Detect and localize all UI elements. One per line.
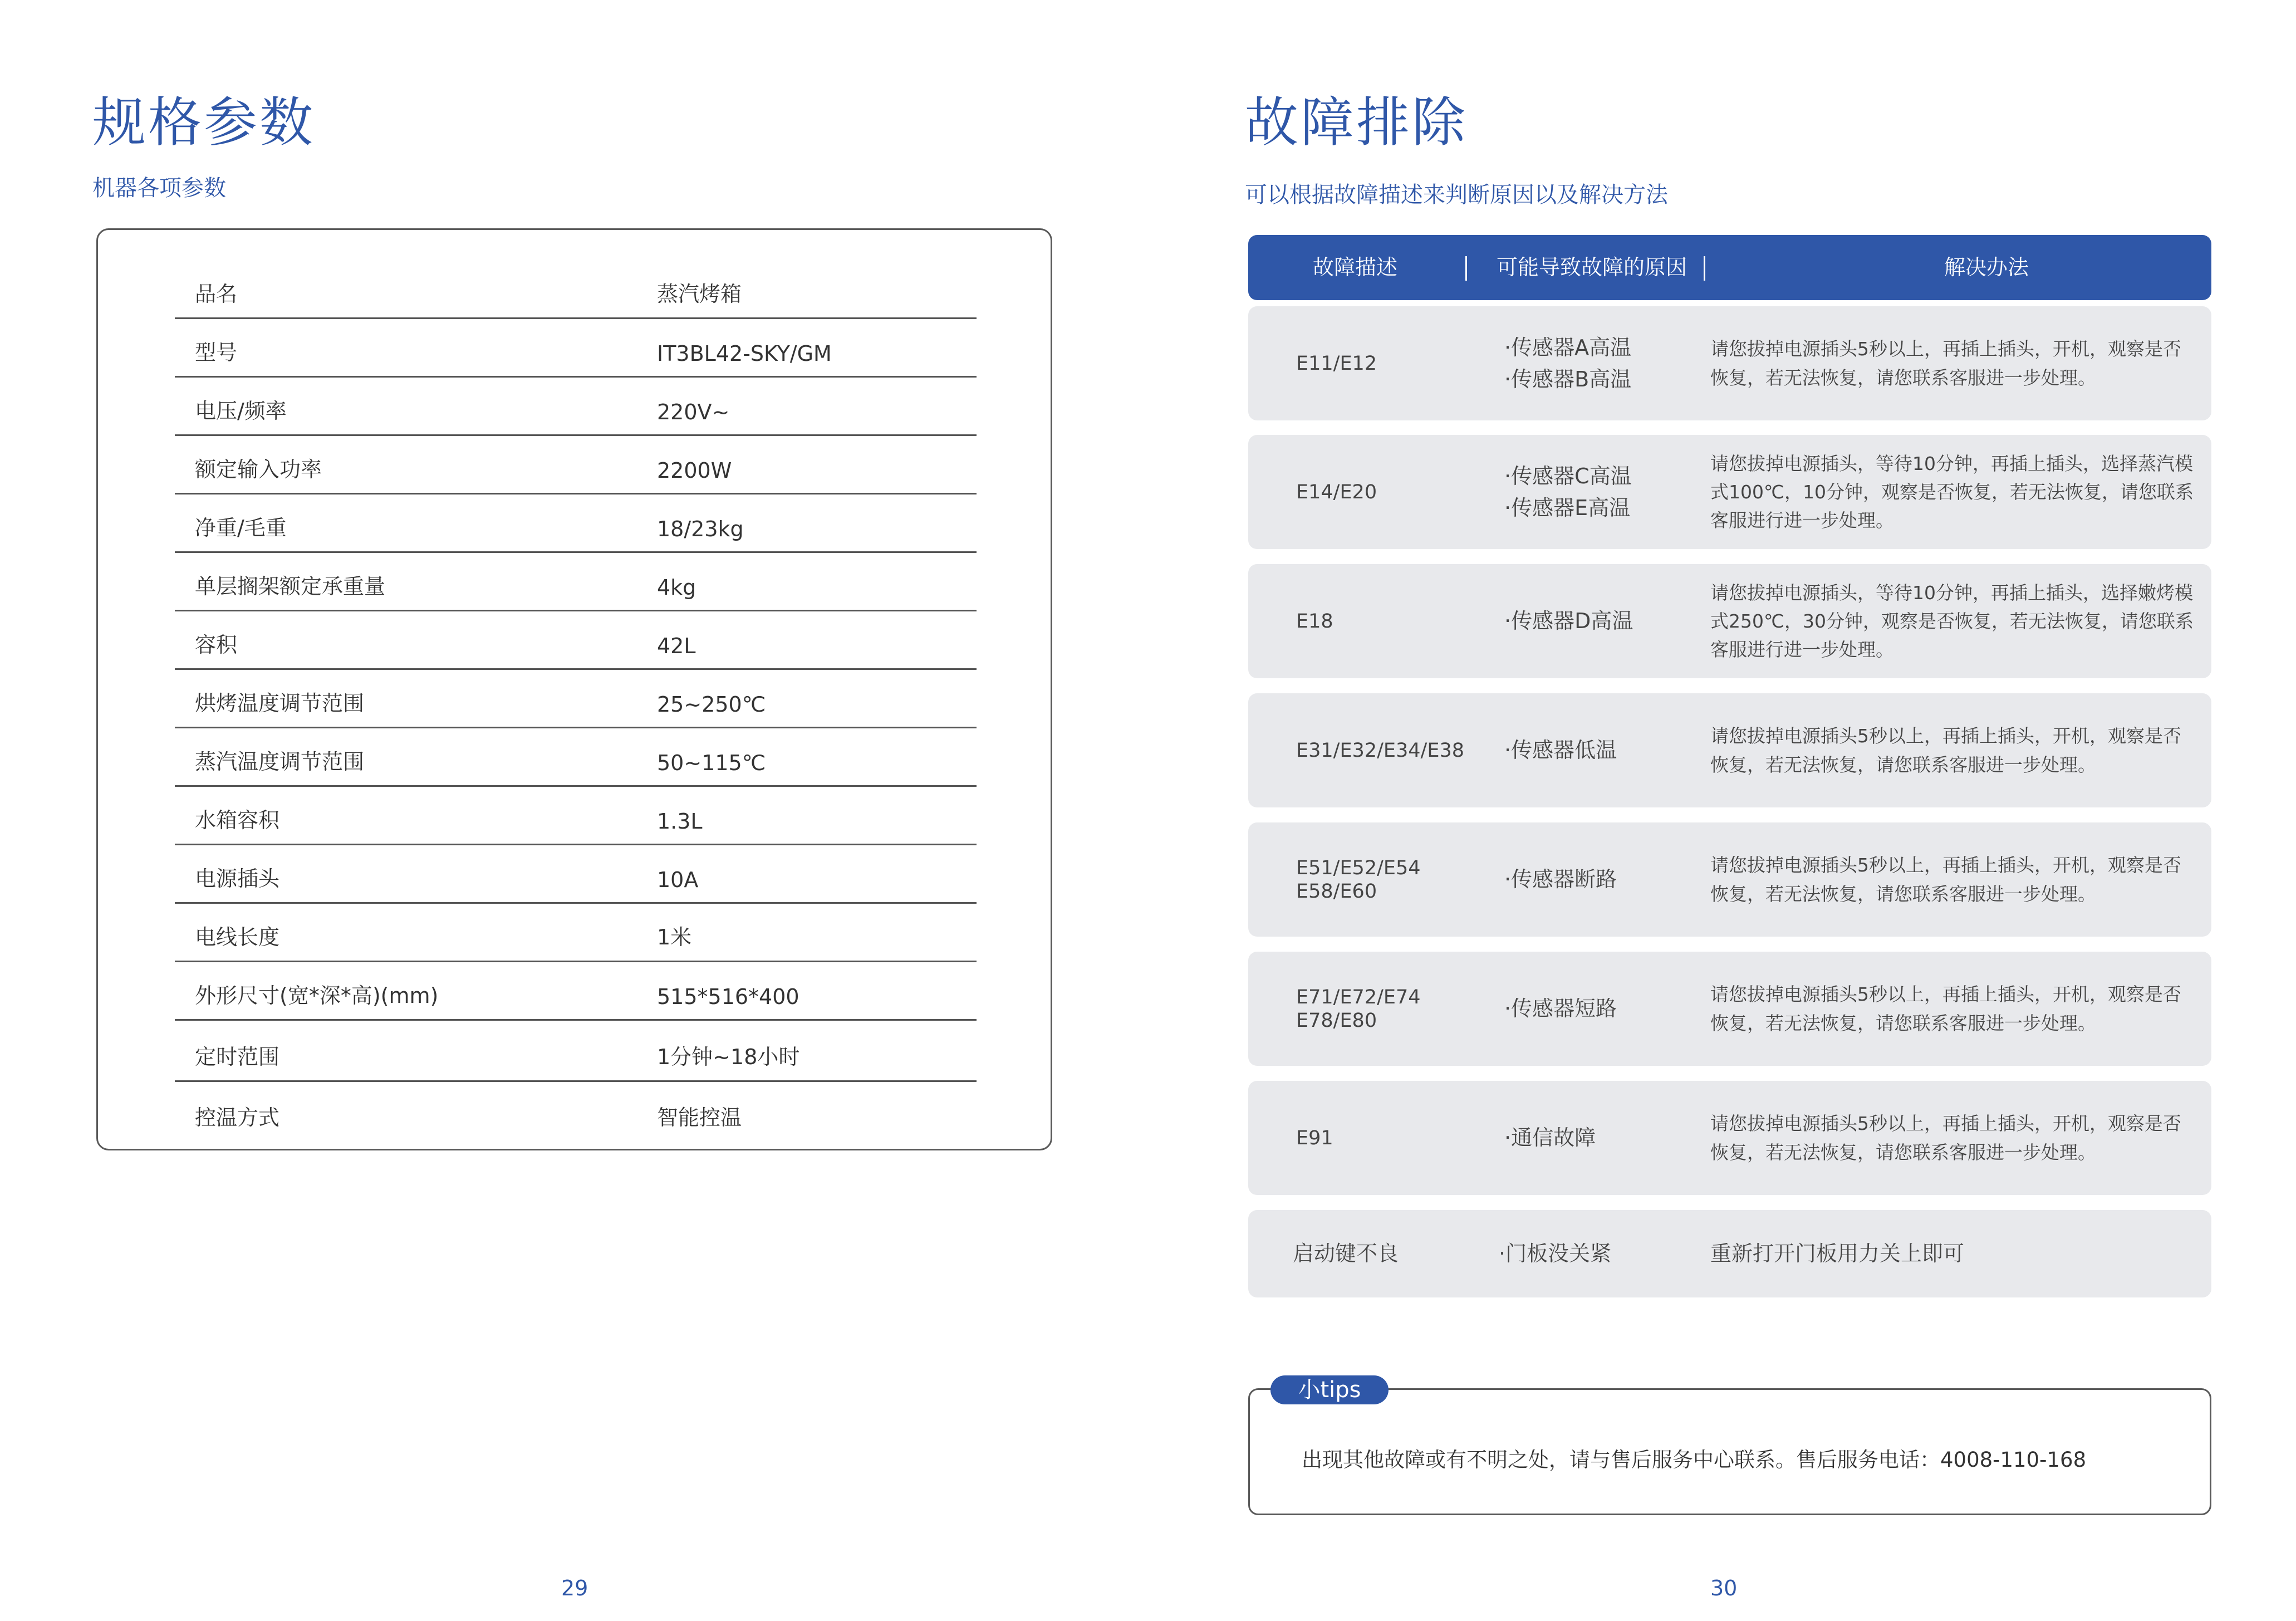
spec-key: 蒸汽温度调节范围 — [195, 750, 365, 774]
spec-row — [175, 904, 977, 962]
cause-line: ·传感器D高温 — [1504, 609, 1633, 633]
cause-line: ·传感器C高温 — [1504, 463, 1632, 488]
page-number: 30 — [1710, 1576, 1738, 1600]
cause-line: ·门板没关紧 — [1499, 1241, 1612, 1266]
cause-line: ·传感器B高温 — [1504, 366, 1632, 391]
cause-line: ·传感器断路 — [1504, 867, 1617, 892]
spec-value: 1.3L — [657, 809, 703, 834]
spec-key: 额定输入功率 — [195, 457, 322, 482]
header-code: 故障描述 — [1313, 255, 1398, 280]
fault-cause — [1504, 564, 1705, 678]
fault-code: E71/E72/E74 E78/E80 — [1296, 986, 1421, 1032]
fault-solution: 请您拔掉电源插头，等待10分钟，再插上插头，选择蒸汽模式100℃，10分钟，观察是否恢复，若无法恢复，请您联系客服进行进一步处理。 — [1710, 452, 2194, 532]
spec-value: 1米 — [657, 925, 692, 949]
spec-key: 型号 — [195, 340, 238, 365]
fault-row — [1248, 306, 2211, 420]
spec-row — [175, 670, 977, 728]
spec-key: 净重/毛重 — [195, 516, 287, 540]
spec-value: 4kg — [657, 575, 696, 600]
header-cause: 可能导致故障的原因 — [1497, 255, 1687, 280]
fault-solution: 请您拔掉电源插头5秒以上，再插上插头，开机，观察是否恢复，若无法恢复，请您联系客服进一步处理。 — [1710, 854, 2181, 905]
header-divider — [1704, 256, 1705, 281]
spec-row — [175, 378, 977, 436]
fault-solution: 请您拔掉电源插头5秒以上，再插上插头，开机，观察是否恢复，若无法恢复，请您联系客服进一步处理。 — [1710, 983, 2181, 1034]
spec-row — [175, 436, 977, 494]
spec-key: 电线长度 — [195, 925, 280, 949]
fault-solution: 请您拔掉电源插头5秒以上，再插上插头，开机，观察是否恢复，若无法恢复，请您联系客服进一步处理。 — [1710, 338, 2181, 389]
fault-code: E18 — [1296, 610, 1333, 633]
spec-row — [175, 319, 977, 378]
fault-cause — [1504, 1081, 1705, 1195]
spec-value: IT3BL42-SKY/GM — [657, 341, 832, 366]
page-title: 规格参数 — [92, 91, 315, 154]
page-number: 29 — [561, 1576, 588, 1600]
tips-text: 出现其他故障或有不明之处，请与售后服务中心联系。售后服务电话：4008-110-168 — [1302, 1448, 2087, 1472]
fault-cause — [1499, 1210, 1699, 1297]
fault-cause — [1504, 822, 1705, 937]
spec-value: 220V~ — [657, 400, 730, 424]
fault-code: E14/E20 — [1296, 481, 1377, 503]
spec-key: 电压/频率 — [195, 399, 287, 423]
spec-row — [175, 553, 977, 611]
page-subtitle: 机器各项参数 — [92, 175, 226, 201]
troubleshooting-page — [1148, 0, 2296, 1621]
cause-line: ·传感器E高温 — [1504, 495, 1631, 520]
spec-value: 18/23kg — [657, 517, 744, 541]
spec-key: 定时范围 — [195, 1045, 280, 1069]
cause-line: ·传感器短路 — [1504, 996, 1617, 1021]
fault-cause — [1504, 435, 1705, 549]
cause-line: ·通信故障 — [1504, 1125, 1596, 1150]
spec-row — [175, 962, 977, 1021]
spec-value: 10A — [657, 868, 699, 892]
spec-value: 1分钟~18小时 — [657, 1045, 800, 1069]
spec-key: 控温方式 — [195, 1105, 280, 1130]
page-title: 故障排除 — [1245, 91, 1468, 154]
fault-solution: 请您拔掉电源插头5秒以上，再插上插头，开机，观察是否恢复，若无法恢复，请您联系客服进一步处理。 — [1710, 725, 2181, 776]
page-subtitle: 可以根据故障描述来判断原因以及解决方法 — [1245, 182, 1668, 208]
tips-badge: 小tips — [1270, 1375, 1389, 1404]
spec-value: 2200W — [657, 458, 732, 483]
spec-row — [175, 728, 977, 787]
fault-row — [1248, 564, 2211, 678]
spec-value: 蒸汽烤箱 — [657, 282, 742, 306]
fault-cause — [1504, 693, 1705, 807]
fault-row — [1248, 693, 2211, 807]
fault-cause — [1504, 952, 1705, 1066]
spec-row — [175, 787, 977, 845]
spec-row — [175, 845, 977, 904]
spec-value: 智能控温 — [657, 1105, 742, 1130]
spec-key: 电源插头 — [195, 866, 280, 891]
fault-row — [1248, 435, 2211, 549]
cause-line: ·传感器A高温 — [1504, 335, 1632, 360]
spec-value: 50~115℃ — [657, 751, 766, 775]
spec-row — [175, 611, 977, 670]
fault-solution: 重新打开门板用力关上即可 — [1710, 1241, 1965, 1266]
spec-key: 容积 — [195, 633, 238, 657]
fault-row — [1248, 952, 2211, 1066]
spec-value: 515*516*400 — [657, 985, 799, 1009]
spec-value: 25~250℃ — [657, 692, 766, 717]
fault-code: E51/E52/E54 E58/E60 — [1296, 856, 1421, 903]
spec-row — [175, 1023, 977, 1082]
spec-row — [175, 261, 977, 319]
fault-row — [1248, 1210, 2211, 1297]
fault-code: 启动键不良 — [1293, 1241, 1399, 1266]
spec-value: 42L — [657, 634, 696, 658]
fault-cause — [1504, 306, 1705, 420]
fault-row — [1248, 1081, 2211, 1195]
fault-solution: 请您拔掉电源插头，等待10分钟，再插上插头，选择嫩烤模式250℃，30分钟，观察是否恢复，若无法恢复，请您联系客服进行进一步处理。 — [1710, 581, 2194, 661]
spec-key: 水箱容积 — [195, 808, 280, 832]
spec-key: 品名 — [195, 282, 238, 306]
header-divider — [1465, 256, 1467, 281]
header-solution: 解决办法 — [1944, 255, 2029, 280]
spec-key: 烘烤温度调节范围 — [195, 691, 365, 716]
fault-table-header — [1248, 235, 2211, 300]
spec-row — [175, 494, 977, 553]
fault-code: E11/E12 — [1296, 352, 1377, 375]
spec-key: 外形尺寸(宽*深*高)(mm) — [195, 983, 439, 1008]
fault-code: E91 — [1296, 1127, 1333, 1149]
fault-solution: 请您拔掉电源插头5秒以上，再插上插头，开机，观察是否恢复，若无法恢复，请您联系客服进一步处理。 — [1710, 1113, 2181, 1163]
spec-key: 单层搁架额定承重量 — [195, 574, 386, 599]
cause-line: ·传感器低温 — [1504, 738, 1617, 762]
fault-row — [1248, 822, 2211, 937]
spec-row — [175, 1083, 977, 1141]
fault-code: E31/E32/E34/E38 — [1296, 739, 1464, 762]
